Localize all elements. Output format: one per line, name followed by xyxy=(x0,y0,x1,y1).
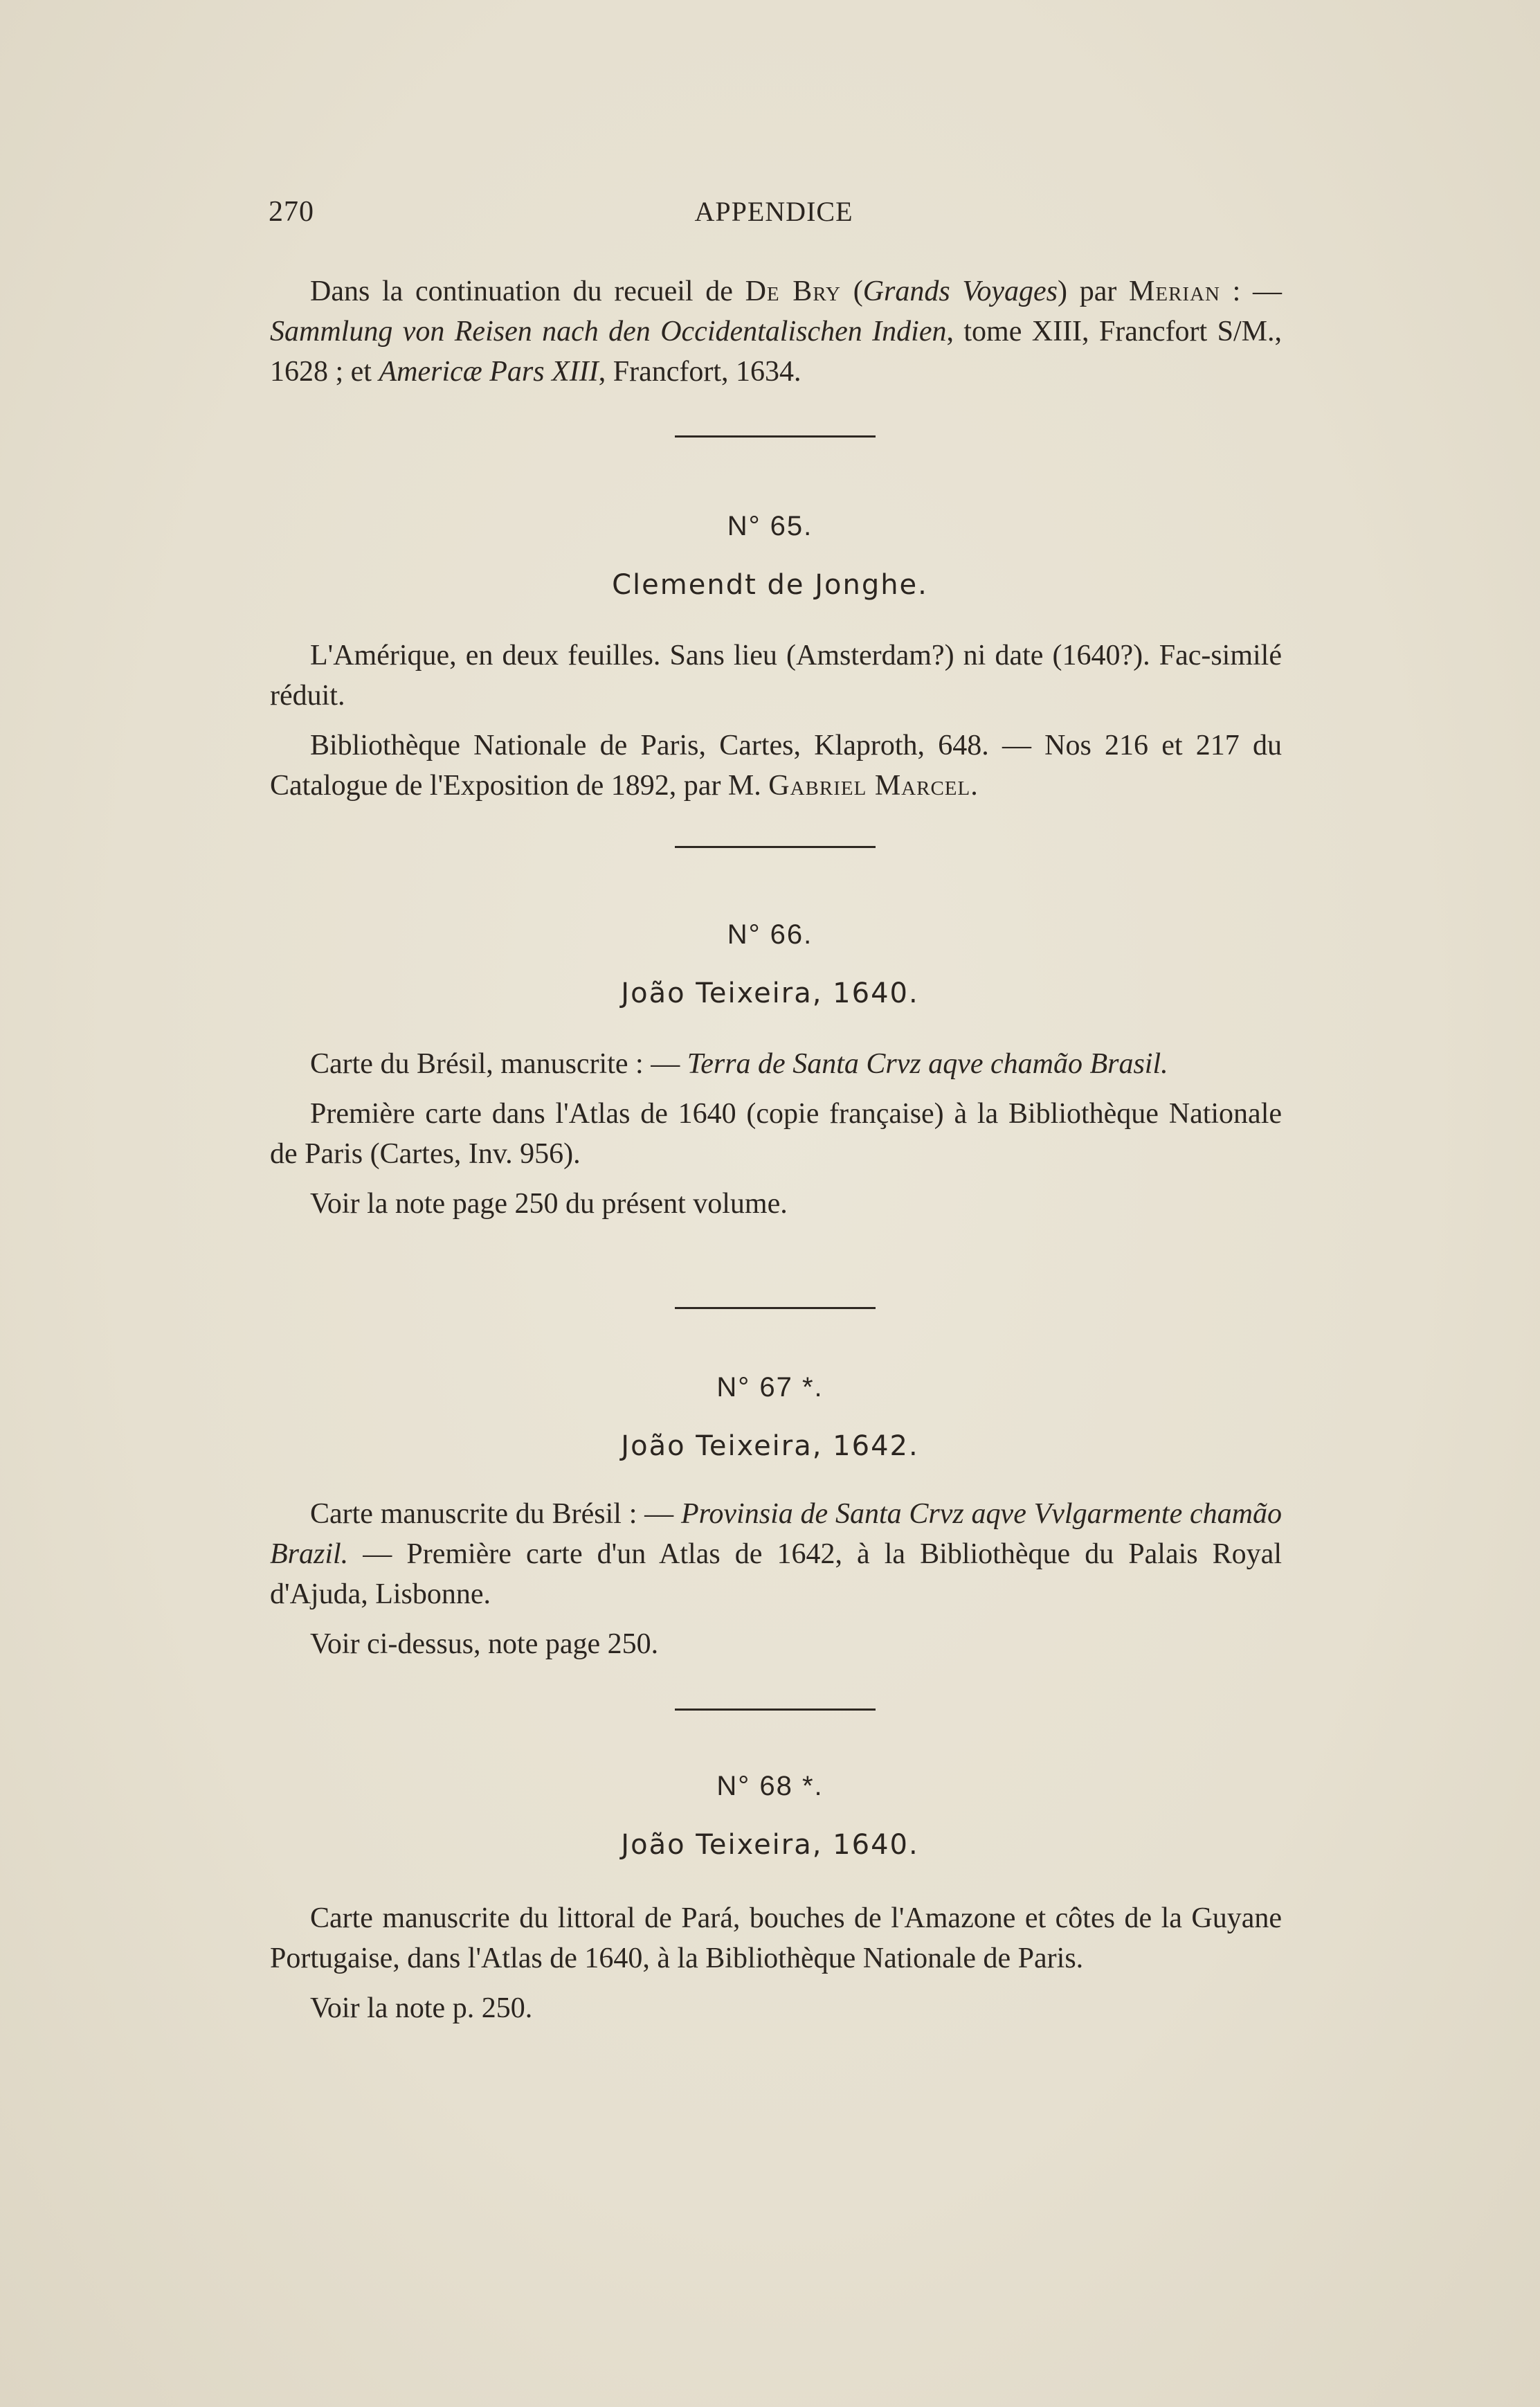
entry-author: João Teixeira, 1640. xyxy=(621,977,919,1009)
entry-text: — Première carte d'un Atlas de 1642, à la Bibliothèque du Palais Royal d'Ajuda, Lisbonne. xyxy=(270,1538,1282,1610)
entry-text: Carte manuscrite du Brésil : — xyxy=(310,1498,681,1530)
intro-text: : — xyxy=(1220,276,1283,307)
running-title: APPENDICE xyxy=(694,196,853,227)
entry-number: N° 65. xyxy=(727,511,813,541)
entry-paragraph xyxy=(270,1044,1282,1084)
entry-body xyxy=(270,1044,1282,1224)
author-name: De Bry xyxy=(745,276,842,307)
entry-paragraph xyxy=(270,1494,1282,1614)
section-divider xyxy=(675,846,876,848)
entry-paragraph: Voir ci-dessus, note page 250. xyxy=(310,1628,659,1660)
intro-paragraph xyxy=(270,271,1282,392)
entry-number: N° 67 *. xyxy=(716,1372,824,1403)
entry-body xyxy=(270,635,1282,806)
entry-author: João Teixeira, 1642. xyxy=(621,1430,919,1462)
entry-paragraph xyxy=(270,725,1282,806)
work-title: Sammlung von Reisen nach den Occidentalischen Indien xyxy=(270,316,947,348)
entry-paragraph: L'Amérique, en deux feuilles. Sans lieu (Amsterdam?) ni date (1640?). Fac-similé réduit. xyxy=(270,640,1282,712)
entry-number: N° 66. xyxy=(727,919,813,950)
entry-text: Bibliothèque Nationale de Paris, Cartes, Klaproth, 648. — Nos 216 et 217 du Catalogue de l'Exposition de 1892, par M. xyxy=(270,730,1282,802)
intro-text: , tome XIII, Francfort S/M., 1628 ; et xyxy=(270,316,1282,388)
section-divider xyxy=(675,1709,876,1711)
entry-paragraph: Première carte dans l'Atlas de 1640 (copie française) à la Bibliothèque Nationale de Paris (Cartes, Inv. 956). xyxy=(270,1098,1282,1170)
intro-text: ( xyxy=(841,276,863,307)
section-divider xyxy=(675,1307,876,1309)
map-title: Provinsia de Santa Crvz aqve Vvlgarmente chamão Brazil. xyxy=(270,1498,1282,1570)
work-title: Americæ Pars XIII xyxy=(379,356,599,388)
entry-body xyxy=(270,1898,1282,2028)
map-title: Terra de Santa Crvz aqve chamão Brasil. xyxy=(687,1048,1168,1080)
entry-body xyxy=(270,1494,1282,1664)
entry-text: Carte du Brésil, manuscrite : — xyxy=(310,1048,687,1080)
section-divider xyxy=(675,435,876,438)
entry-paragraph: Voir la note page 250 du présent volume. xyxy=(310,1188,788,1220)
intro-text: , Francfort, 1634. xyxy=(598,356,801,388)
entry-paragraph: Voir la note p. 250. xyxy=(310,1992,533,2024)
author-name: Gabriel Marcel xyxy=(768,770,971,802)
page-header xyxy=(269,195,1279,237)
entry-text: . xyxy=(970,770,978,802)
page-number: 270 xyxy=(269,196,314,228)
intro-text: ) par xyxy=(1058,276,1130,307)
author-name: Merian xyxy=(1129,276,1220,307)
entry-author: João Teixeira, 1640. xyxy=(621,1829,919,1861)
intro-text: Dans la continuation du recueil de xyxy=(310,276,745,307)
entry-author: Clemendt de Jonghe. xyxy=(612,569,928,601)
intro-block xyxy=(270,271,1282,392)
work-title: Grands Voyages xyxy=(862,276,1058,307)
entry-number: N° 68 *. xyxy=(716,1771,824,1801)
entry-paragraph: Carte manuscrite du littoral de Pará, bouches de l'Amazone et côtes de la Guyane Portugaise, dans l'Atlas de 1640, à la Bibliothèque Nationale de Paris. xyxy=(270,1902,1282,1974)
